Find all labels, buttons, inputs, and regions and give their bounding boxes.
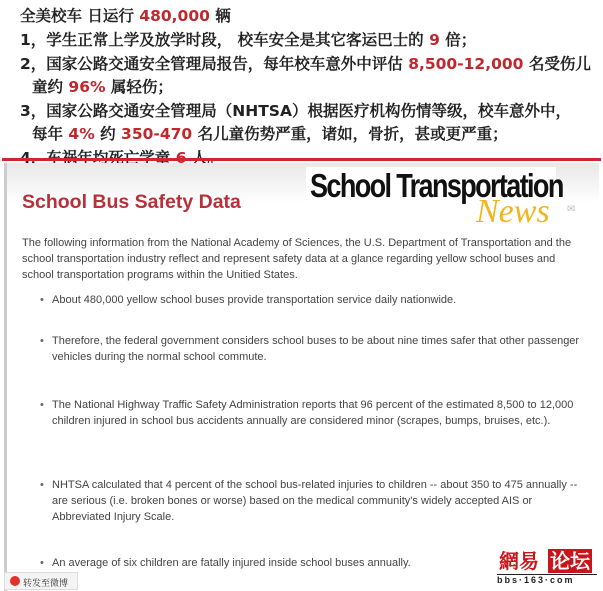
article-title: School Bus Safety Data (22, 191, 241, 213)
list-item: • NHTSA calculated that 4 percent of the school bus-related injuries to children -- about 350 to 475 annually -- are serious (i.e. broken bones or worse) based on the medical community's widely accepted AIS or Abbreviated Injury Scale. (40, 477, 585, 525)
school-transportation-news-logo (306, 167, 563, 237)
watermark-url: bbs·163·com (497, 574, 597, 585)
article-intro: The following information from the National Academy of Sciences, the U.S. Department of Transportation and the school transportation industry reflect and represent safety data at a glance regarding yellow school buses and school transportation programs within the Unitied States. (22, 237, 572, 281)
list-item: • The National Highway Traffic Safety Administration reports that 96 percent of the estimated 8,500 to 12,000 children injured in school bus accidents annually are considered minor (scrapes, bumps, bruises, etc.). (40, 397, 585, 429)
logo-line2: News (476, 193, 550, 230)
summary-line: 每年 4% 约 350-470 名儿童伤势严重，诸如，骨折，甚或更严重； (32, 125, 508, 143)
summary-line: 全美校车 日运行 480,000 辆 (20, 7, 231, 25)
email-icon[interactable]: ✉ (567, 204, 576, 215)
divider (2, 158, 601, 161)
logo-line1: School Transportation (310, 167, 563, 204)
list-item: • Therefore, the federal government considers school buses to be about nine times safer that other passenger vehicles during the normal school commute. (40, 333, 585, 365)
summary-line: 3，国家公路交通安全管理局（NHTSA）根据医疗机构伤情等级，校车意外中， (20, 102, 571, 120)
watermark-forum: 论坛 (549, 549, 590, 573)
netease-watermark (497, 545, 597, 585)
watermark-brand: 網易 (499, 549, 539, 573)
share-label: 转发至微博 (23, 579, 69, 589)
share-to-weibo-button[interactable] (4, 572, 78, 590)
list-item: • About 480,000 yellow school buses provide transportation service daily nationwide. (40, 292, 585, 308)
summary-line: 1，学生正常上学及放学时段， 校车安全是其它客运巴士的 9 倍； (20, 31, 477, 49)
summary-line: 2，国家公路交通安全管理局报告，每年校车意外中评估 8,500-12,000 名受伤儿 (20, 55, 591, 73)
weibo-icon (10, 576, 20, 586)
list-item: • An average of six children are fatally injured inside school buses annually. (40, 555, 585, 571)
summary-line: 童约 96% 属轻伤； (32, 78, 173, 96)
